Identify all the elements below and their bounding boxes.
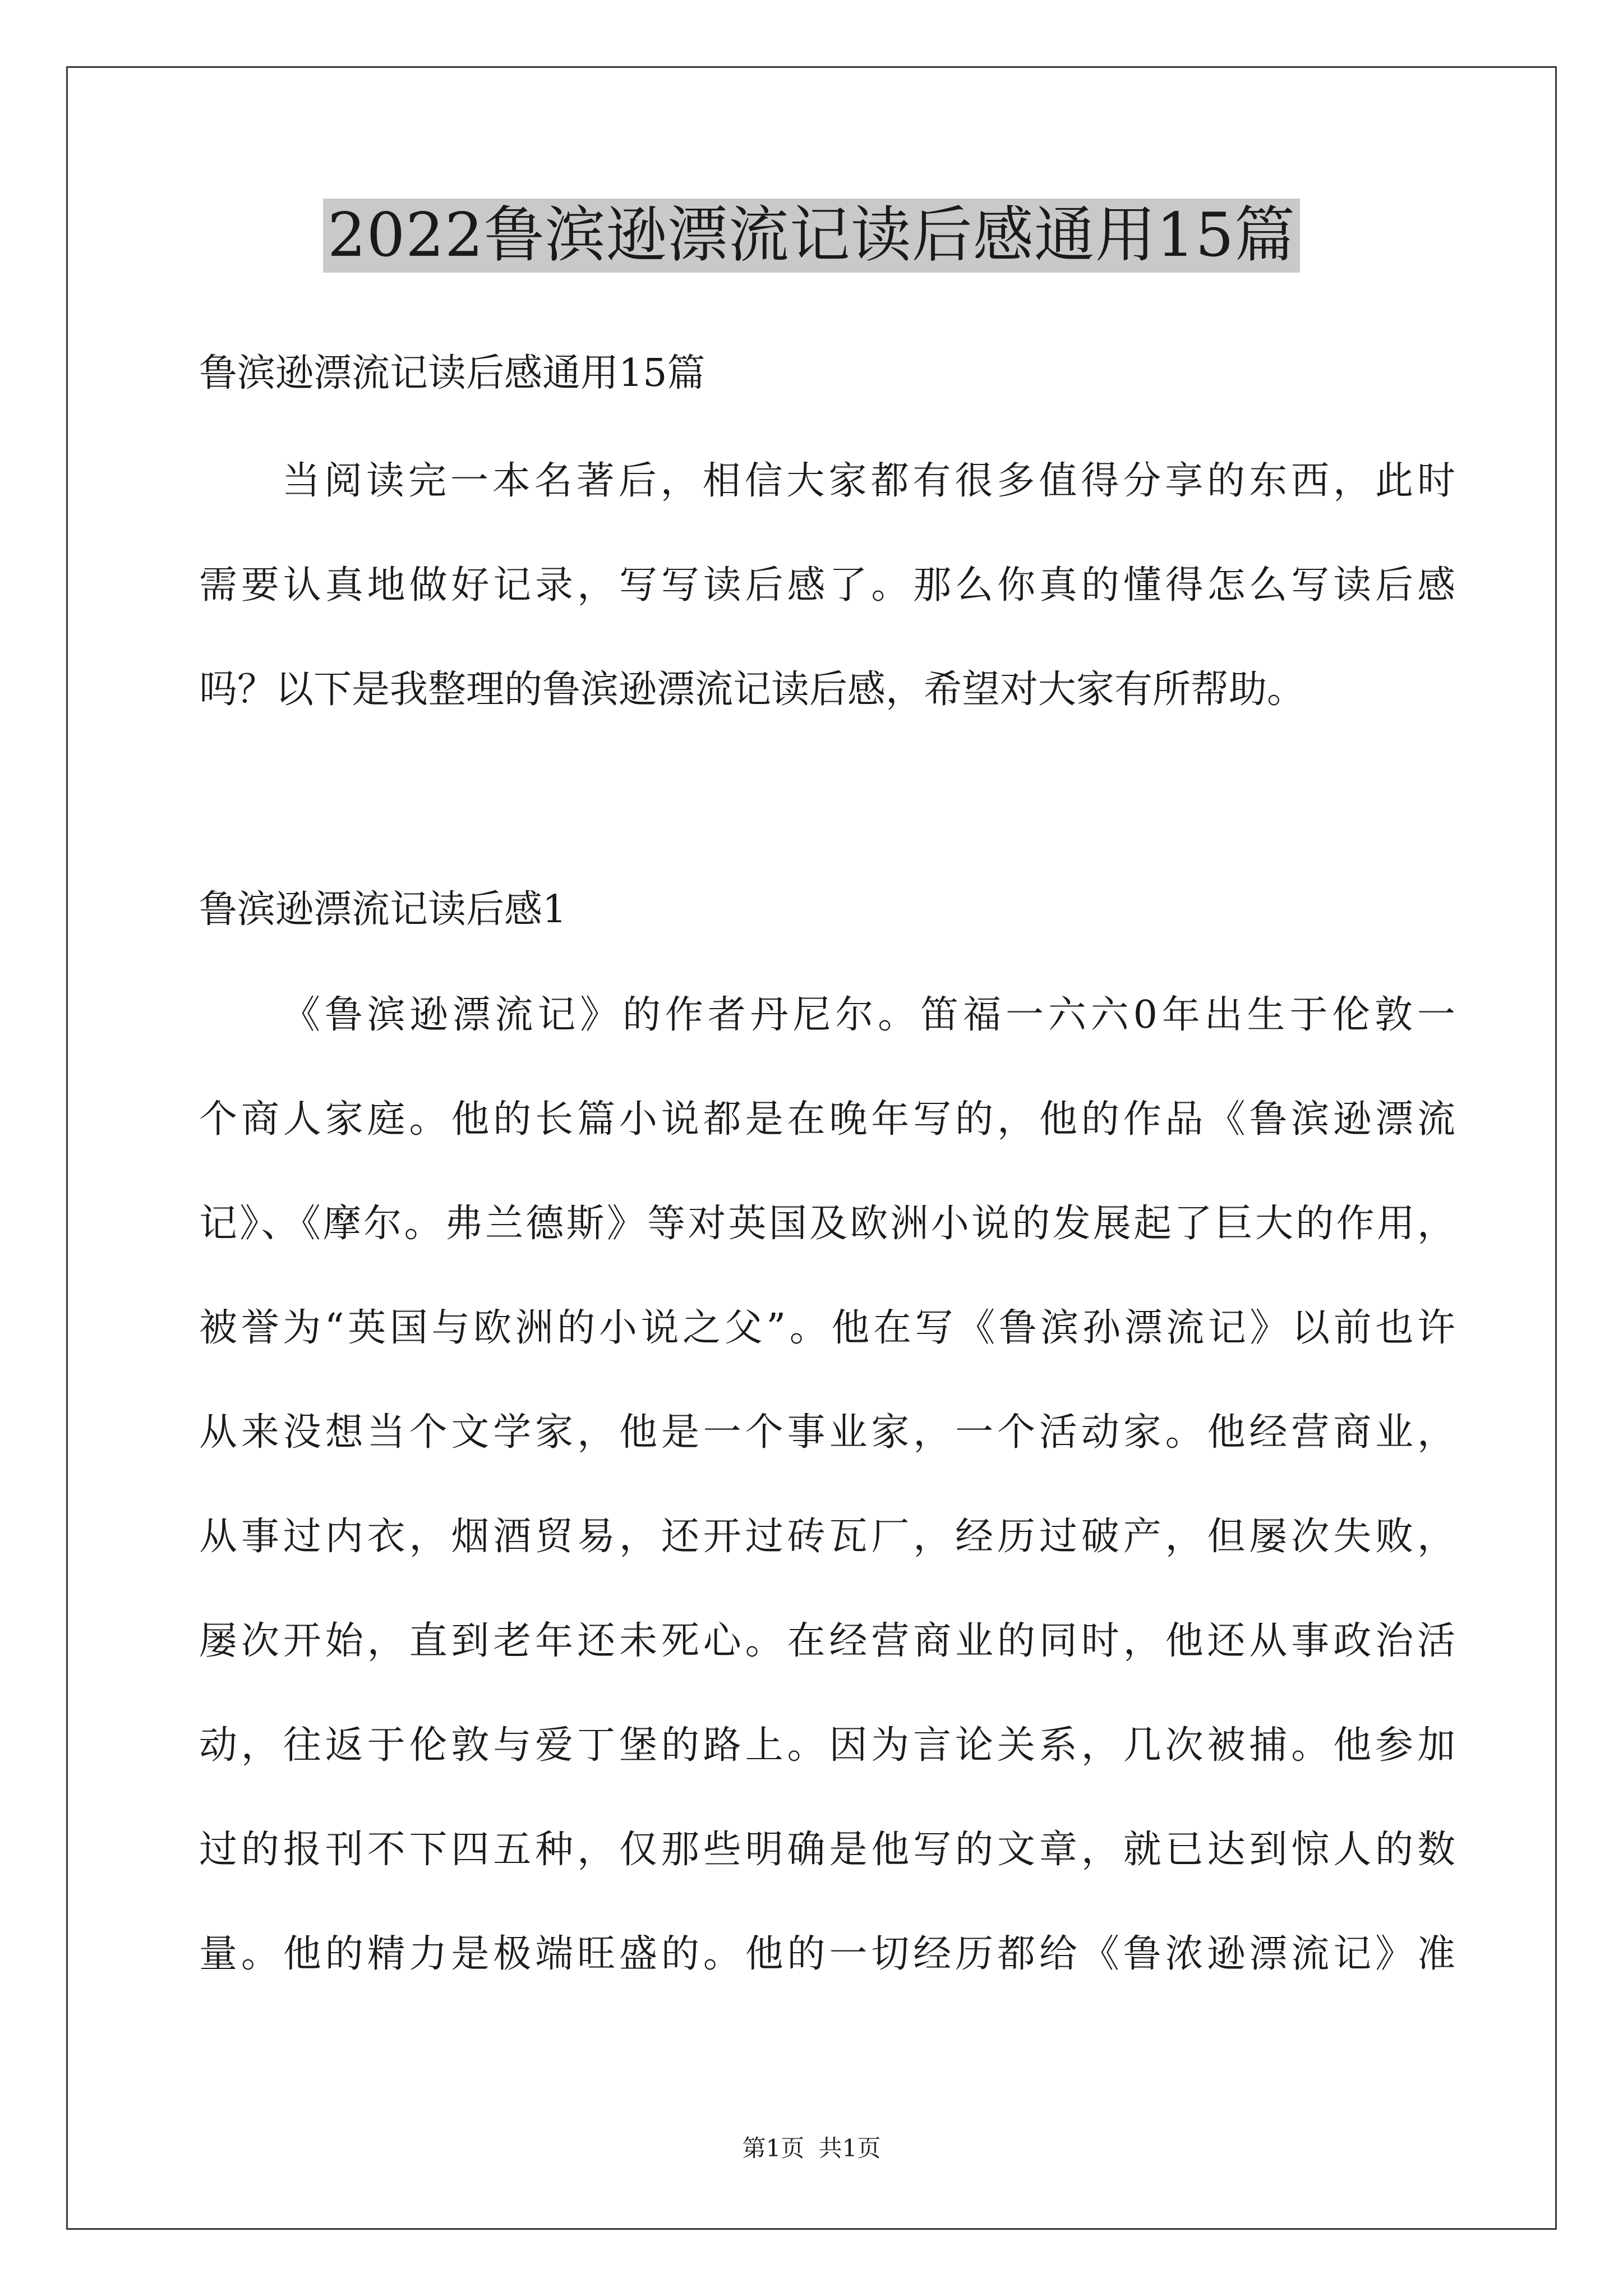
page-footer <box>0 2134 1623 2163</box>
intro-line-1: 当阅读完一本名著后，相信大家都有很多值得分享的东西，此时 <box>282 459 1455 503</box>
document-title: 2022鲁滨逊漂流记读后感通用15篇 <box>323 199 1300 273</box>
intro-line-3: 吗？以下是我整理的鲁滨逊漂流记读后感，希望对大家有所帮助。 <box>199 668 1306 712</box>
body-line-9: 过的报刊不下四五种，仅那些明确是他写的文章，就已达到惊人的数 <box>199 1828 1455 1872</box>
body-line-6: 从事过内衣，烟酒贸易，还开过砖瓦厂，经历过破产，但屡次失败， <box>199 1515 1455 1559</box>
section-heading: 鲁滨逊漂流记读后感1 <box>199 887 567 932</box>
body-line-8: 动，往返于伦敦与爱丁堡的路上。因为言论关系，几次被捕。他参加 <box>199 1723 1455 1768</box>
page-total: 共1页 <box>818 2134 881 2162</box>
page-number: 第1页 <box>742 2134 805 2162</box>
intro-line-2: 需要认真地做好记录，写写读后感了。那么你真的懂得怎么写读后感 <box>199 563 1455 608</box>
body-line-5: 从来没想当个文学家，他是一个事业家，一个活动家。他经营商业， <box>199 1410 1455 1455</box>
body-line-4: 被誉为“英国与欧洲的小说之父”。他在写《鲁滨孙漂流记》以前也许 <box>199 1306 1455 1350</box>
body-line-10: 量。他的精力是极端旺盛的。他的一切经历都给《鲁浓逊漂流记》准 <box>199 1932 1455 1976</box>
body-line-1: 《鲁滨逊漂流记》的作者丹尼尔。笛福一六六0年出生于伦敦一 <box>282 993 1455 1037</box>
document-subtitle: 鲁滨逊漂流记读后感通用15篇 <box>199 351 706 395</box>
body-line-2: 个商人家庭。他的长篇小说都是在晚年写的，他的作品《鲁滨逊漂流 <box>199 1097 1455 1142</box>
title-container <box>0 199 1623 273</box>
body-line-7: 屡次开始，直到老年还未死心。在经营商业的同时，他还从事政治活 <box>199 1619 1455 1663</box>
body-line-3: 记》、《摩尔。弗兰德斯》等对英国及欧洲小说的发展起了巨大的作用， <box>199 1202 1455 1246</box>
